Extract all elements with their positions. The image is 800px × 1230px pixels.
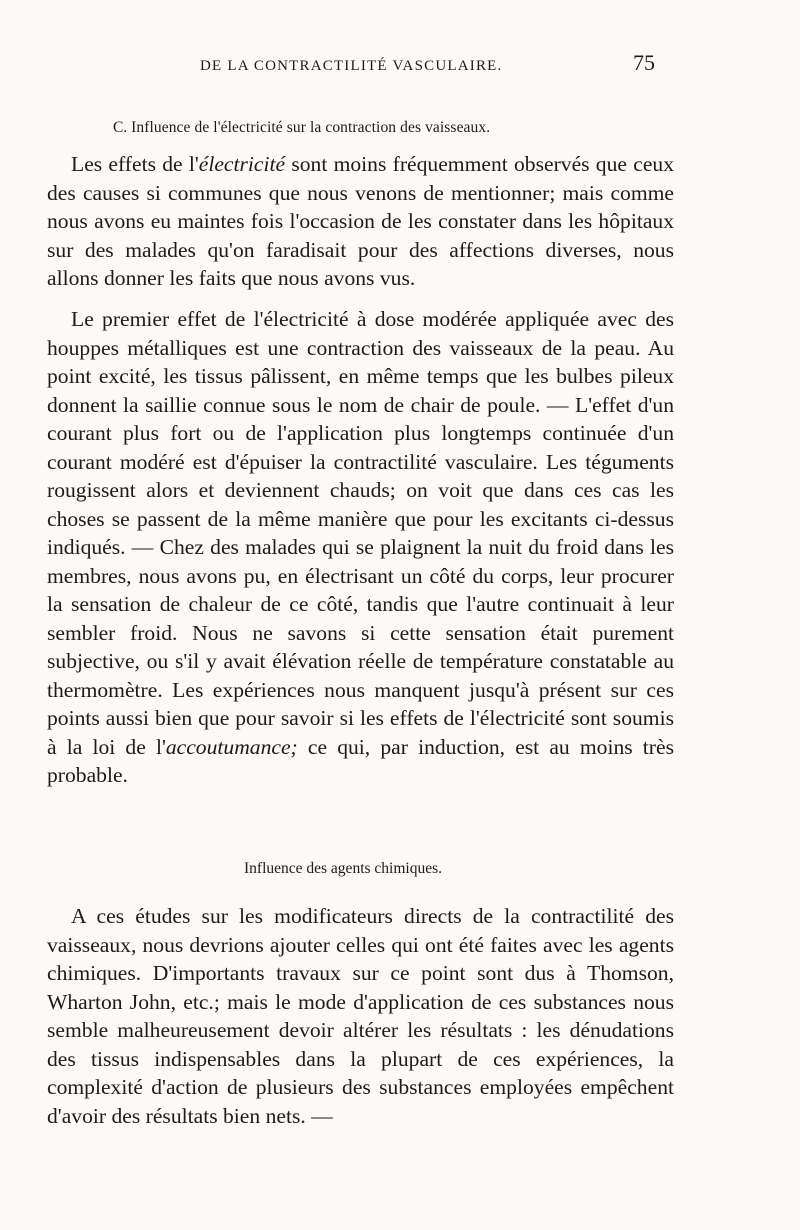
emphasis-text: électricité [198,152,286,176]
paragraph-chemical-agents [47,902,674,1130]
running-title: DE LA CONTRACTILITÉ VASCULAIRE. [200,58,503,74]
paragraph-text: sont moins fréquemment observés que ceux des causes si communes que nous venons de mentionner; mais comme nous avons eu maintes fois l'occasion de les constater dans les hôpitaux sur des malades qu'on faradisait pour des affections diverses, nous allons donner les faits que nous avons vus. [47,152,674,290]
emphasis-text: accoutumance; [165,734,298,759]
paragraph-text: A ces études sur les modificateurs directs de la contractilité des vaisseaux, nous devrions ajouter celles qui ont été faites avec les agents chimiques. D'importants travaux sur ce point sont dus à Thomson, Wharton John, etc.; mais le mode d'application de ces substances nous semble malheureusement devoir altérer les résultats : les dénudations des tissus indispensables dans la plupart de ces expériences, la complexité d'action de plusieurs des substances employées empêchent d'avoir des résultats bien nets. — [47,904,674,1128]
paragraph-text: ce qui, par induction, est au moins très probable. [47,734,674,787]
subsection-heading [113,119,490,137]
subsection-title: Influence de l'électricité sur la contraction des vaisseaux. [131,119,491,136]
paragraph-text: Les effets de l' [71,152,199,176]
page-number: 75 [633,50,655,75]
section-heading: Influence des agents chimiques. [244,860,442,877]
paragraph-text: Le premier effet de l'électricité à dose modérée appliquée avec des houppes métalliques est une contraction des vaisseaux de la peau. Au point excité, les tissus pâlissent, en même temps que les bulbes pileux donnent la saillie connue sous le nom de chair de poule. — L'effet d'un courant plus fort ou de l'application plus longtemps continuée d'un courant modéré est d'épuiser la contractilité vasculaire. Les téguments rougissent alors et deviennent chauds; on voit que dans ces cas les choses se passent de la même manière que pour les excitants ci-dessus indiqués. — Chez des malades qui se plaignent la nuit du froid dans les membres, nous avons pu, en électrisant un côté du corps, leur procurer la sensation de chaleur de ce côté, tandis que l'autre continuait à leur sembler froid. Nous ne savons si cette sensation était purement subjective, ou s'il y avait élévation réelle de température constatable au thermomètre. Les expériences nous manquent jusqu'à présent sur ces points aussi bien que pour savoir si les effets de l'électricité sont soumis à la loi de l' [47,307,674,759]
paragraph [47,902,674,1130]
paragraph [47,150,674,293]
paragraph [47,305,674,790]
paragraph-electricity-effects [47,305,674,790]
paragraph-electricity-intro [47,150,674,293]
subsection-label: C. [113,119,128,136]
